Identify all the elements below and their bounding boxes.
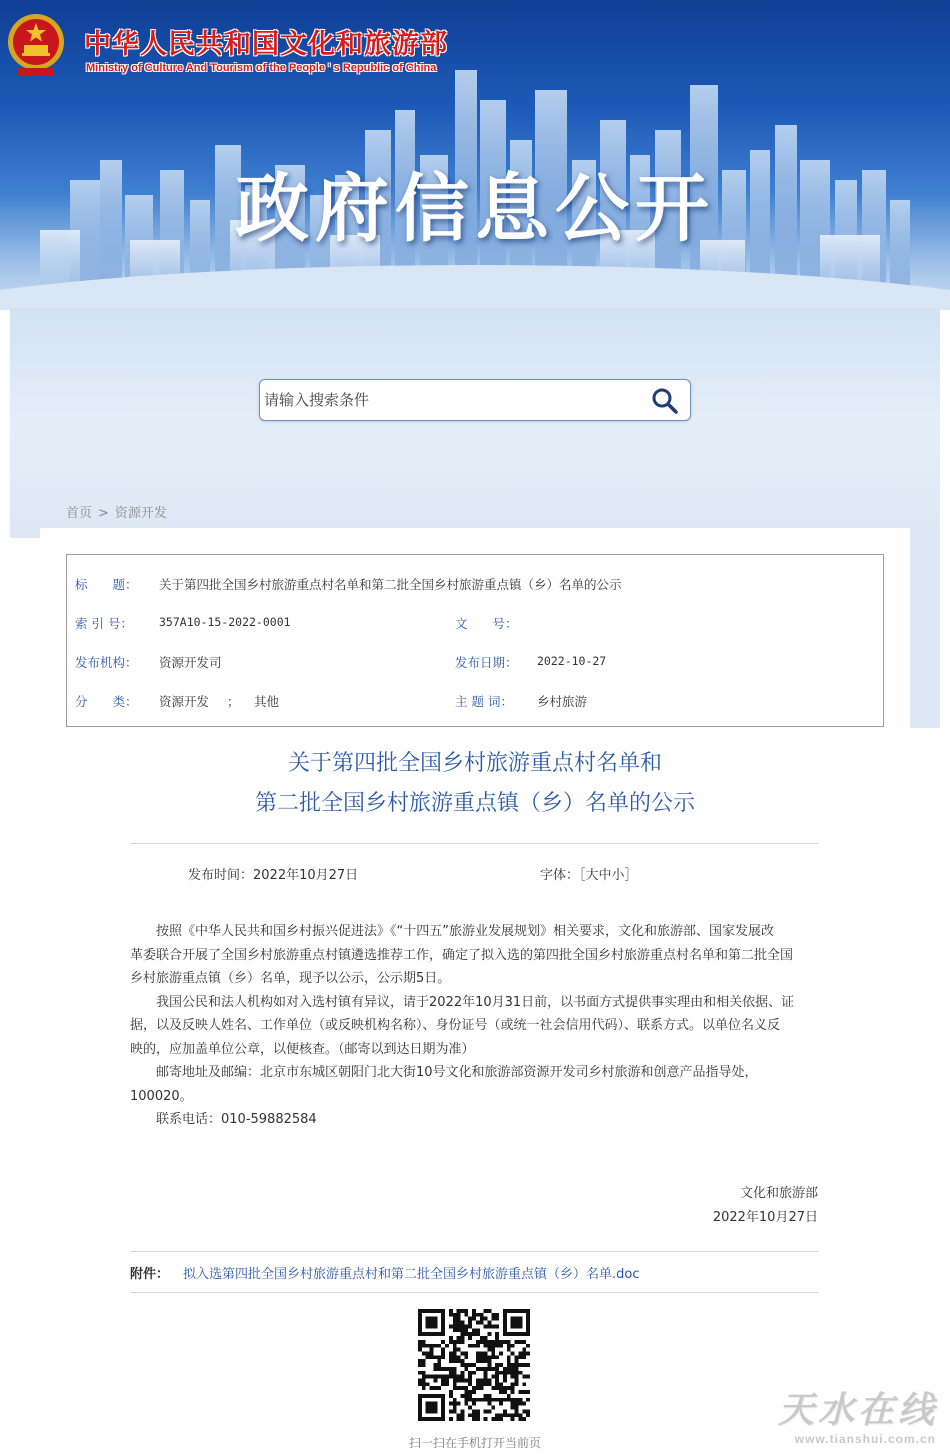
signature-date: 2022年10月27日 (712, 1210, 818, 1225)
title-divider (130, 843, 818, 844)
metadata-table (66, 554, 884, 727)
meta-category-separator: ； (227, 694, 240, 709)
site-title: 中华人民共和国文化和旅游部 (84, 29, 448, 60)
body-line-2: 革委联合开展了全国乡村旅游重点村镇遴选推荐工作，确定了拟入选的第四批全国乡村旅游重点村名单和第二批全国 (130, 947, 794, 963)
meta-index-value: 357A10-15-2022-0001 (159, 615, 291, 629)
breadcrumb (66, 502, 167, 521)
meta-docno-label: 文 号： (455, 616, 518, 631)
meta-category-value-1: 资源开发 (159, 694, 210, 709)
attachment-top-divider (130, 1251, 818, 1252)
qr-code-icon (418, 1309, 530, 1421)
signature-organization: 文化和旅游部 (739, 1186, 818, 1201)
meta-category-value-2: 其他 (254, 694, 280, 709)
search-icon[interactable] (650, 386, 680, 416)
breadcrumb-current[interactable]: 资源开发 (114, 506, 167, 521)
body-line-3: 乡村旅游重点镇（乡）名单，现予以公示，公示期5日。 (130, 971, 451, 986)
search-box (259, 379, 691, 421)
meta-publisher-label: 发布机构： (75, 655, 138, 670)
watermark-logo: 天水在线 (777, 1389, 938, 1431)
meta-date-value: 2022-10-27 (537, 654, 607, 668)
meta-title-label: 标 题： (75, 577, 138, 592)
body-line-5: 据，以及反映人姓名、工作单位（或反映机构名称）、身份证号（或统一社会信用代码）、联系方式。以单位名义反 (130, 1018, 781, 1033)
breadcrumb-separator: > (98, 506, 109, 521)
meta-title-value: 关于第四批全国乡村旅游重点村名单和第二批全国乡村旅游重点镇（乡）名单的公示 (159, 577, 622, 592)
meta-topic-label: 主 题 词： (455, 694, 513, 709)
side-panel-background (910, 528, 940, 728)
publish-time: 发布时间：2022年10月27日 (188, 868, 359, 883)
site-title-english: Ministry of Culture And Tourism of the People ' s Republic of China (86, 62, 437, 74)
meta-category-label: 分 类： (75, 694, 138, 709)
article-title-line-1: 关于第四批全国乡村旅游重点村名单和 (287, 751, 662, 776)
font-size-switcher[interactable]: 字体：［大中小］ (540, 868, 638, 883)
body-line-1: 按照《中华人民共和国乡村振兴促进法》《“十四五”旅游业发展规划》相关要求，文化和旅游部、国家发展改 (156, 924, 774, 939)
article-body (130, 920, 820, 1132)
banner-title: 政府信息公开 (235, 166, 715, 252)
body-line-7: 邮寄地址及邮编：北京市东城区朝阳门北大街10号文化和旅游部资源开发司乡村旅游和创意产品指导处， (156, 1065, 758, 1080)
attachment-link[interactable]: 拟入选第四批全国乡村旅游重点村和第二批全国乡村旅游重点镇（乡）名单.doc (183, 1267, 640, 1282)
meta-date-label: 发布日期： (455, 655, 518, 670)
attachment-bottom-divider (130, 1292, 818, 1293)
watermark-url: www.tianshui.com.cn (794, 1432, 936, 1446)
body-line-4: 我国公民和法人机构如对入选村镇有异议，请于2022年10月31日前，以书面方式提供事实理由和相关依据、证 (156, 994, 795, 1010)
body-line-9: 联系电话：010-59882584 (156, 1112, 317, 1127)
header-banner (0, 0, 950, 310)
article-title-line-2: 第二批全国乡村旅游重点镇（乡）名单的公示 (254, 791, 695, 816)
meta-publisher-value: 资源开发司 (159, 655, 222, 670)
qr-caption: 扫一扫在手机打开当前页 (408, 1436, 541, 1450)
meta-topic-value: 乡村旅游 (537, 694, 588, 709)
attachment-label: 附件： (130, 1267, 170, 1282)
search-input[interactable] (264, 386, 634, 414)
national-emblem-icon (4, 12, 68, 78)
meta-index-label: 索 引 号： (75, 616, 133, 631)
breadcrumb-home[interactable]: 首页 (66, 506, 93, 521)
body-line-8: 100020。 (130, 1088, 193, 1104)
body-line-6: 映的，应加盖单位公章，以便核查。（邮寄以到达日期为准） (130, 1041, 475, 1057)
attachment-row (130, 1263, 640, 1282)
